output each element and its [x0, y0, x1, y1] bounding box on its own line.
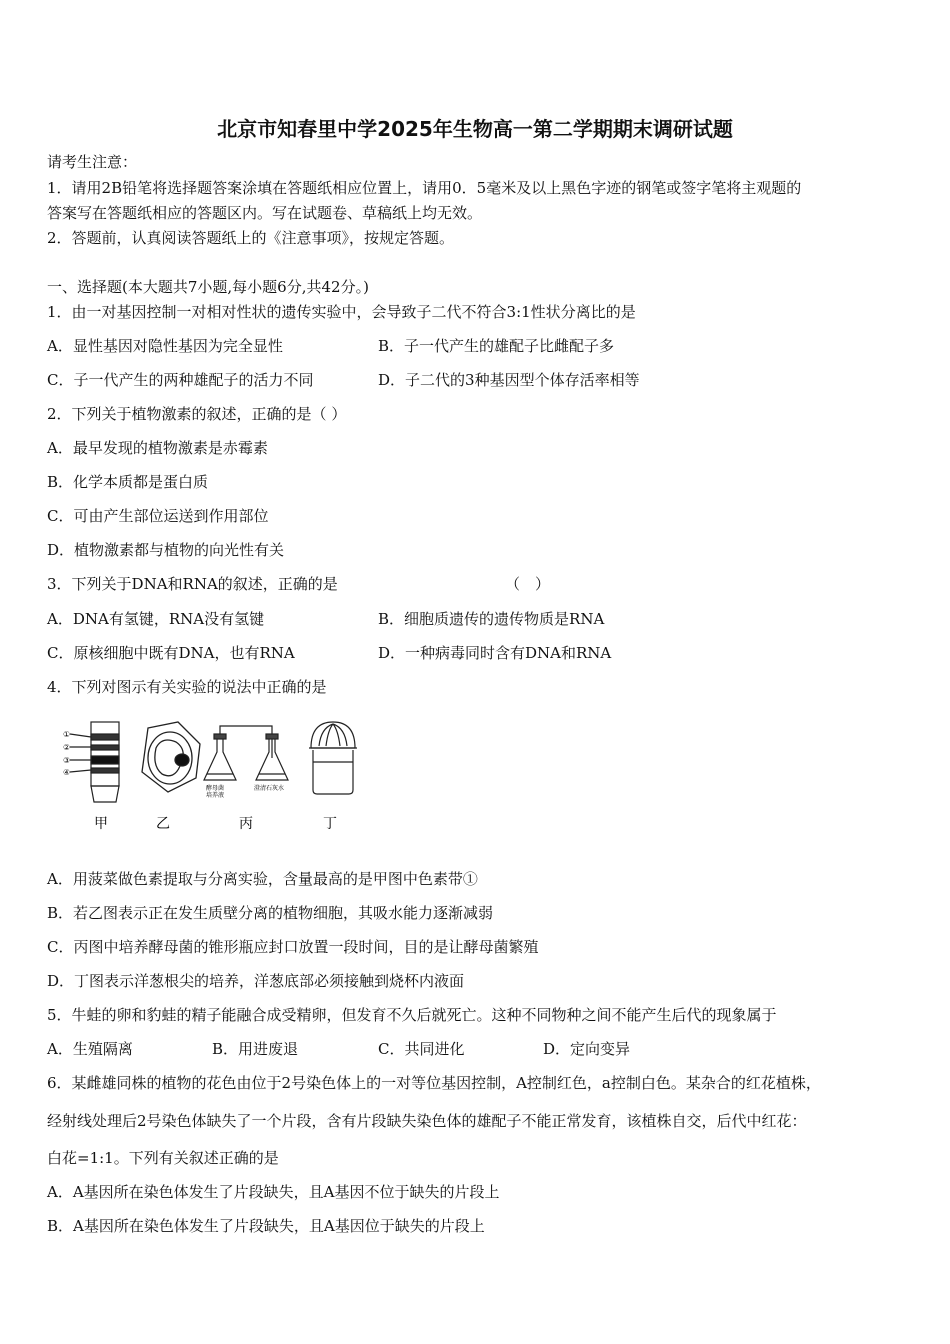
q3-option-c: C．原核细胞中既有DNA，也有RNA	[47, 644, 295, 662]
q6-option-b: B．A基因所在染色体发生了片段缺失，且A基因位于缺失的片段上	[47, 1217, 485, 1235]
q4-experiment-figure	[60, 716, 370, 836]
q1-option-b: B．子一代产生的雄配子比雌配子多	[378, 337, 615, 355]
notice-item-2: 2．答题前，认真阅读答题纸上的《注意事项》，按规定答题。	[47, 229, 455, 247]
band-label-3: ③	[63, 756, 71, 765]
q1-option-a: A．显性基因对隐性基因为完全显性	[47, 337, 283, 355]
q6-stem-line-3: 白花=1:1。下列有关叙述正确的是	[47, 1149, 279, 1167]
q5-option-d: D．定向变异	[543, 1040, 631, 1058]
section-header: 一、选择题(本大题共7小题,每小题6分,共42分。)	[47, 278, 369, 296]
q2-option-b: B．化学本质都是蛋白质	[47, 473, 209, 491]
notice-item-1-line-2: 答案写在答题纸相应的答题区内。写在试题卷、草稿纸上均无效。	[47, 204, 483, 222]
caption-ding: 丁	[323, 816, 337, 832]
q1-option-c: C．子一代产生的两种雄配子的活力不同	[47, 371, 314, 389]
q3-stem: 3．下列关于DNA和RNA的叙述，正确的是	[47, 575, 338, 593]
q2-option-a: A．最早发现的植物激素是赤霉素	[47, 439, 268, 457]
q6-stem-line-2: 经射线处理后2号染色体缺失了一个片段，含有片段缺失染色体的雄配子不能正常发育，该植株自交，后代中红花：	[47, 1112, 807, 1130]
q3-option-a: A．DNA有氢键，RNA没有氢键	[47, 610, 265, 628]
q5-option-c: C．共同进化	[378, 1040, 465, 1058]
q2-option-c: C．可由产生部位运送到作用部位	[47, 507, 269, 525]
figure-jia-strip	[70, 722, 119, 802]
q4-stem: 4．下列对图示有关实验的说法中正确的是	[47, 678, 327, 696]
q2-stem: 2．下列关于植物激素的叙述，正确的是（ ）	[47, 405, 347, 423]
caption-bing: 丙	[239, 816, 253, 832]
q3-answer-bracket: （ ）	[505, 575, 551, 593]
band-label-2: ②	[63, 743, 71, 752]
q6-stem-line-1: 6．某雌雄同株的植物的花色由位于2号染色体上的一对等位基因控制，A控制红色，a控制白色。某杂合的红花植株，	[47, 1074, 821, 1092]
notice-heading: 请考生注意：	[47, 153, 138, 171]
caption-yi: 乙	[156, 816, 170, 832]
q1-option-d: D．子二代的3种基因型个体存活率相等	[378, 371, 640, 389]
flask1-label-line2: 培养液	[206, 792, 225, 799]
q4-option-d: D．丁图表示洋葱根尖的培养，洋葱底部必须接触到烧杯内液面	[47, 972, 465, 990]
figure-ding-onion	[309, 722, 357, 794]
q3-option-b: B．细胞质遗传的遗传物质是RNA	[378, 610, 605, 628]
q4-option-a: A．用菠菜做色素提取与分离实验，含量最高的是甲图中色素带①	[47, 870, 478, 888]
flask1-label-line1: 酵母菌	[206, 785, 225, 792]
q3-option-d: D．一种病毒同时含有DNA和RNA	[378, 644, 612, 662]
flask2-label: 澄清石灰水	[254, 785, 285, 792]
band-label-4: ④	[63, 768, 71, 777]
caption-jia: 甲	[94, 816, 108, 832]
q4-option-b: B．若乙图表示正在发生质壁分离的植物细胞，其吸水能力逐渐减弱	[47, 904, 494, 922]
q6-option-a: A．A基因所在染色体发生了片段缺失，且A基因不位于缺失的片段上	[47, 1183, 500, 1201]
q2-option-d: D．植物激素都与植物的向光性有关	[47, 541, 285, 559]
q5-stem: 5．牛蛙的卵和豹蛙的精子能融合成受精卵，但发育不久后就死亡。这种不同物种之间不能产生后代的现象属于	[47, 1006, 777, 1024]
figure-bing-flasks	[204, 726, 288, 780]
q1-stem: 1．由一对基因控制一对相对性状的遗传实验中，会导致子二代不符合3:1性状分离比的是	[47, 303, 636, 321]
notice-item-1-line-1: 1．请用2B铅笔将选择题答案涂填在答题纸相应位置上，请用0．5毫米及以上黑色字迹的钢笔或签字笔将主观题的	[47, 179, 802, 197]
page-title: 北京市知春里中学2025年生物高一第二学期期末调研试题	[217, 117, 733, 141]
figure-yi-cell	[142, 722, 200, 792]
q5-option-b: B．用进废退	[212, 1040, 299, 1058]
q4-option-c: C．丙图中培养酵母菌的锥形瓶应封口放置一段时间，目的是让酵母菌繁殖	[47, 938, 539, 956]
band-label-1: ①	[63, 730, 71, 739]
q5-option-a: A．生殖隔离	[47, 1040, 133, 1058]
